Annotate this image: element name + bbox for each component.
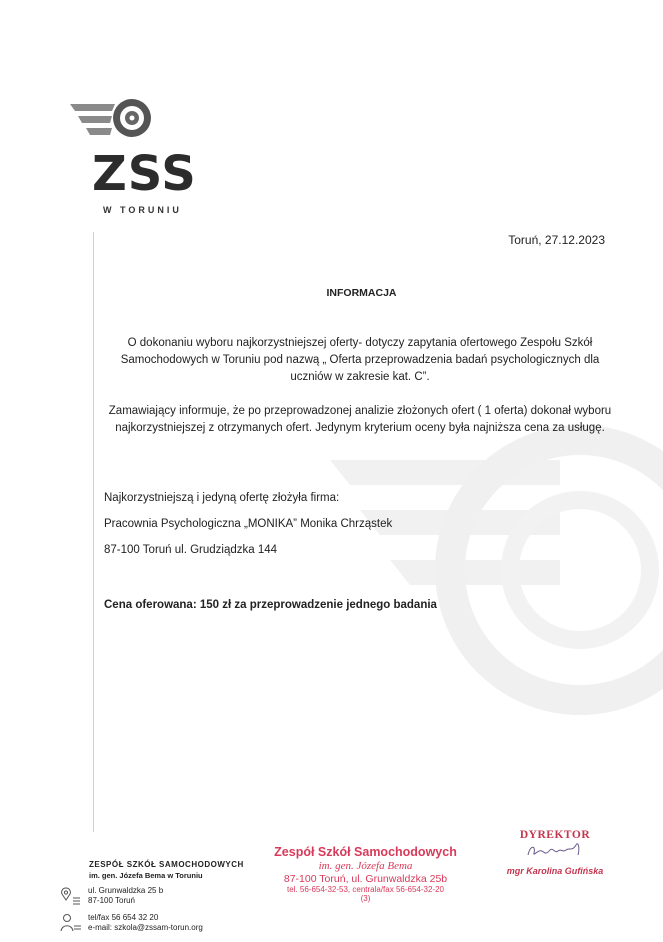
stamp-line1: Zespół Szkół Samochodowych — [274, 845, 457, 859]
school-stamp — [268, 845, 463, 903]
footer-address — [88, 886, 163, 906]
margin-rule — [93, 232, 94, 832]
logo-text: ZSS — [92, 146, 197, 202]
offer-price: Cena oferowana: 150 zł za przeprowadzenie jednego badania — [104, 599, 437, 611]
footer-email: e-mail: szkola@zssam-torun.org — [88, 923, 203, 932]
document-title: INFORMACJA — [326, 287, 397, 299]
paragraph-decision: Zamawiający informuje, że po przeprowadzonej analizie złożonych ofert ( 1 oferta) dokonał wyboru najkorzystniejszej z otrzymanych ofert. Jedynym kryterium oceny była najniższa cena za usługę. — [108, 405, 612, 434]
stamp-line4: tel. 56-654-32-53, centrala/fax 56-654-32-20 — [287, 885, 444, 894]
paragraph-subject: O dokonaniu wyboru najkorzystniejszej oferty- dotyczy zapytania ofertowego Zespołu Szkół Samochodowych w Toruniu pod nazwą „ Oferta przeprowadzenia badań psychologicznych dla uczniów w zakresie kat. C”. — [120, 337, 600, 383]
footer-address-line2: 87-100 Toruń — [88, 896, 135, 905]
footer-address-line1: ul. Grunwaldzka 25 b — [88, 886, 164, 895]
company-address: 87-100 Toruń ul. Grudziądzka 144 — [104, 544, 278, 556]
footer-phone: tel/fax 56 654 32 20 — [88, 913, 159, 922]
location-icon — [60, 886, 82, 906]
director-title: DYREKTOR — [519, 829, 591, 841]
company-name: Pracownia Psychologiczna „MONIKA” Monika Chrząstek — [104, 518, 393, 530]
stamp-line2: im. gen. Józefa Bema — [318, 860, 413, 872]
watermark-emblem — [330, 400, 663, 720]
footer-school-patron: im. gen. Józefa Bema w Toruniu — [89, 871, 203, 880]
stamp-line3: 87-100 Toruń, ul. Grunwaldzka 25b — [283, 873, 448, 885]
footer-contact — [88, 913, 203, 933]
stamp-line5: (3) — [360, 894, 371, 903]
footer-school-name: ZESPÓŁ SZKÓŁ SAMOCHODOWYCH — [89, 860, 244, 869]
handwritten-signature — [500, 841, 610, 861]
contact-icon — [60, 913, 82, 933]
document-date: Toruń, 27.12.2023 — [508, 233, 605, 247]
offer-intro: Najkorzystniejszą i jedyną ofertę złożyła firma: — [104, 492, 340, 504]
director-signature-block — [500, 829, 610, 876]
director-name: mgr Karolina Gufińska — [506, 866, 604, 876]
logo-subtitle: W TORUNIU — [103, 205, 182, 215]
